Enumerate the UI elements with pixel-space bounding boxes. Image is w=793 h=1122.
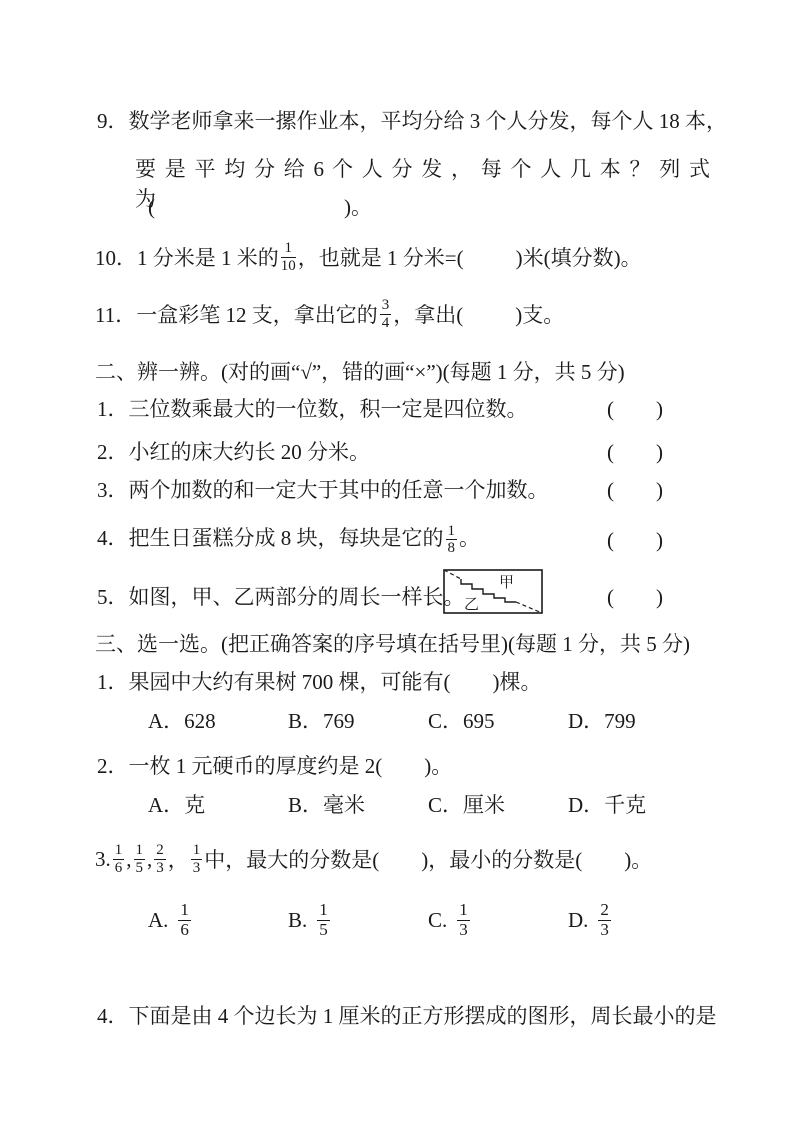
- fraction: $\frac{3}{4}$: [381, 297, 390, 331]
- tf-item-1-text: 1．三位数乘最大的一位数，积一定是四位数。: [97, 397, 528, 421]
- fraction: $\frac{1}{8}$: [447, 523, 455, 557]
- fraction: $\frac{1}{3}$: [459, 900, 468, 939]
- tf-item-4-text: 4．把生日蛋糕分成 8 块，每块是它的 $\frac{1}{8}$ 。: [97, 523, 480, 557]
- option-item: B．769: [288, 709, 355, 733]
- question-9-line-2: 要 是 平 均 分 给 6 个 人 分 发 ， 每 个 人 几 本 ？ 列 式 为: [135, 157, 711, 211]
- tf-item-2-text: 2．小红的床大约长 20 分米。: [97, 440, 370, 464]
- answer-bracket: ( ): [607, 478, 663, 502]
- tf-item-3: [97, 474, 663, 504]
- answer-bracket: ( ): [607, 440, 663, 464]
- option-item: A. $\frac{1}{6}$: [148, 900, 189, 939]
- mc-question-3: 3. $\frac{1}{6}$ , $\frac{1}{5}$ , $\frac{2}{3}$ ， $\frac{1}{3}$ 中，最大的分数是( )，最小的分数是( )。: [95, 842, 653, 876]
- fraction: $\frac{1}{6}$: [114, 842, 123, 876]
- option-item: C．厘米: [428, 793, 506, 817]
- tf-item-4: [97, 515, 663, 563]
- fraction: $\frac{1}{5}$: [135, 842, 143, 876]
- question-9-line-1: 9．数学老师拿来一摞作业本，平均分给 3 个人分发，每个人 18 本，: [97, 109, 727, 133]
- fraction: $\frac{2}{3}$: [600, 900, 609, 939]
- fraction: $\frac{1}{10}$: [280, 240, 296, 274]
- answer-bracket: ( ): [607, 397, 663, 421]
- tf-item-2: [97, 436, 663, 466]
- answer-bracket: ( ): [607, 528, 663, 552]
- mc-question-1-options: [148, 705, 708, 735]
- question-10: 10．1 分米是 1 米的 $\frac{1}{10}$ ，也就是 1 分米=( )米(填分数)。: [95, 240, 642, 274]
- fraction: $\frac{1}{6}$: [180, 900, 189, 939]
- mc-question-4: 4．下面是由 4 个边长为 1 厘米的正方形摆成的图形，周长最小的是: [97, 1004, 717, 1028]
- figure-label-yi: 乙: [464, 597, 480, 613]
- fraction: $\frac{2}{3}$: [156, 842, 164, 876]
- question-9-answer-blank: ( )。: [148, 195, 372, 219]
- answer-bracket: ( ): [607, 585, 663, 609]
- mc-question-2: 2．一枚 1 元硬币的厚度约是 2( )。: [97, 754, 453, 778]
- tf-item-5: [97, 574, 663, 618]
- tf-item-1: [97, 393, 663, 423]
- fraction: $\frac{1}{5}$: [319, 900, 328, 939]
- option-item: D. $\frac{2}{3}$: [568, 900, 609, 939]
- option-item: C．695: [428, 709, 495, 733]
- option-item: D．799: [568, 709, 636, 733]
- option-item: B. $\frac{1}{5}$: [288, 900, 328, 939]
- option-item: A．628: [148, 709, 216, 733]
- option-item: C. $\frac{1}{3}$: [428, 900, 468, 939]
- tf-item-3-text: 3．两个加数的和一定大于其中的任意一个加数。: [97, 478, 549, 502]
- section-3-heading: 三、选一选。(把正确答案的序号填在括号里)(每题 1 分，共 5 分): [95, 632, 690, 656]
- tf-item-5-text: 5．如图，甲、乙两部分的周长一样长。: [97, 585, 465, 609]
- fraction: $\frac{1}{3}$: [192, 842, 201, 876]
- option-item: B．毫米: [288, 793, 366, 817]
- option-item: A．克: [148, 793, 206, 817]
- section-2-heading: 二、辨一辨。(对的画“√”，错的画“×”)(每题 1 分，共 5 分): [95, 360, 625, 384]
- perimeter-figure: [443, 569, 543, 614]
- mc-question-3-options: [148, 894, 708, 946]
- figure-label-jia: 甲: [499, 575, 515, 591]
- option-item: D．千克: [568, 793, 647, 817]
- mc-question-2-options: [148, 789, 708, 819]
- mc-question-1: 1．果园中大约有果树 700 棵，可能有( )棵。: [97, 670, 542, 694]
- question-11: 11．一盒彩笔 12 支，拿出它的 $\frac{3}{4}$ ，拿出( )支。: [95, 297, 565, 331]
